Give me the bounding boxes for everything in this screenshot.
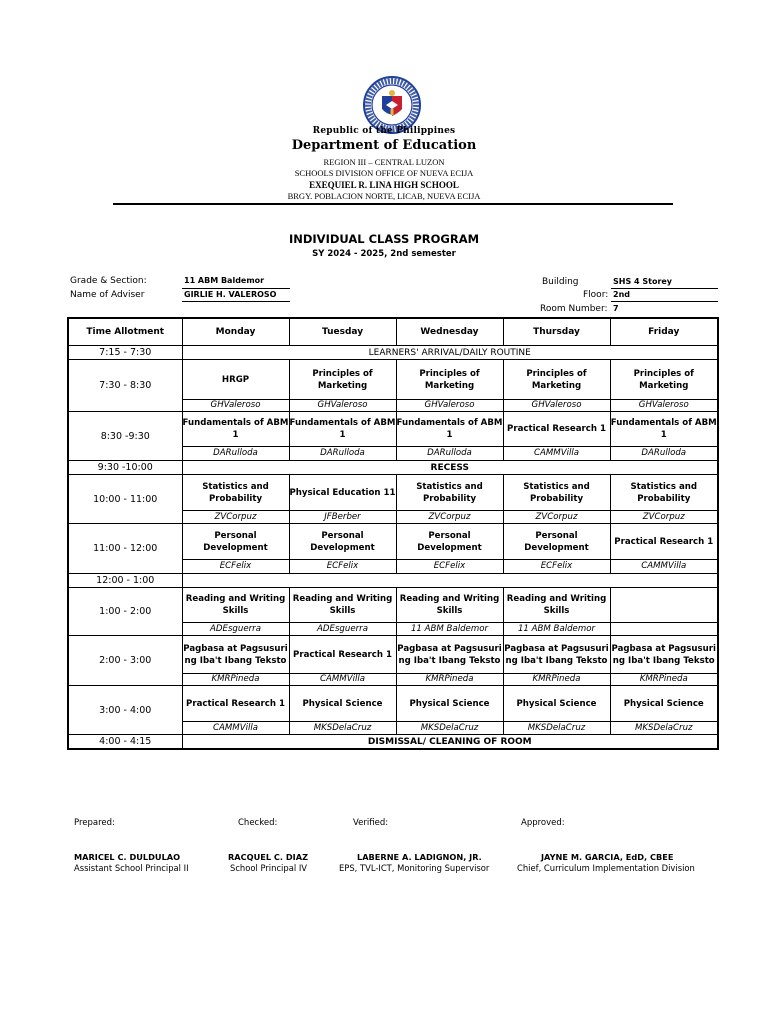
time-cell: 12:00 - 1:00 <box>68 574 182 588</box>
teacher-cell: GHValeroso <box>289 400 396 412</box>
table-row <box>68 588 718 623</box>
teacher-cell: GHValeroso <box>182 400 289 412</box>
checked-by-position: School Principal IV <box>230 863 308 873</box>
republic-line: Republic of the Philippines <box>312 126 456 136</box>
subject-cell: Pagbasa at Pagsusuri ng Iba't Ibang Teksto <box>610 636 718 674</box>
subject-cell: Reading and Writing Skills <box>289 588 396 623</box>
table-row <box>68 686 718 722</box>
building-label: Building <box>542 277 579 287</box>
teacher-cell: KMRPineda <box>396 674 503 686</box>
teacher-cell: KMRPineda <box>610 674 718 686</box>
verified-by-position: EPS, TVL-ICT, Monitoring Supervisor <box>339 863 490 873</box>
verified-by-name: LABERNE A. LADIGNON, JR. <box>357 852 482 862</box>
prepared-by-name: MARICEL C. DULDULAO <box>74 852 181 862</box>
teacher-cell: DARulloda <box>396 447 503 461</box>
subject-cell: Principles of Marketing <box>289 360 396 400</box>
subject-cell: Fundamentals of ABM 1 <box>396 412 503 447</box>
subject-cell: Physical Science <box>503 686 610 722</box>
teacher-cell: CAMMVilla <box>182 722 289 735</box>
teacher-cell: ZVCorpuz <box>182 511 289 524</box>
time-cell: 7:15 - 7:30 <box>68 346 182 360</box>
subject-cell: Statistics and Probability <box>182 475 289 511</box>
subject-cell: Personal Development <box>182 524 289 560</box>
floor-value: 2nd <box>613 290 630 299</box>
teacher-cell: KMRPineda <box>503 674 610 686</box>
room-number-value: 7 <box>613 304 619 313</box>
table-row <box>68 360 718 400</box>
teacher-cell: 11 ABM Baldemor <box>396 623 503 636</box>
teacher-cell: ECFelix <box>396 560 503 574</box>
table-header-row <box>68 318 718 346</box>
subject-cell: Principles of Marketing <box>396 360 503 400</box>
teacher-cell: CAMMVilla <box>503 447 610 461</box>
subject-cell: Pagbasa at Pagsusuri ng Iba't Ibang Teksto <box>182 636 289 674</box>
prepared-by-position: Assistant School Principal II <box>74 863 189 873</box>
header-monday: Monday <box>182 318 289 346</box>
teacher-cell: MKSDelaCruz <box>503 722 610 735</box>
subject-cell: Reading and Writing Skills <box>182 588 289 623</box>
subject-cell: Fundamentals of ABM 1 <box>289 412 396 447</box>
building-value: SHS 4 Storey <box>613 277 673 286</box>
subject-cell: Personal Development <box>289 524 396 560</box>
subject-cell: Pagbasa at Pagsusuri ng Iba't Ibang Teksto <box>503 636 610 674</box>
adviser-underline <box>182 301 290 302</box>
department-name: Department of Education <box>291 138 477 153</box>
table-row <box>68 735 718 750</box>
teacher-cell: ECFelix <box>289 560 396 574</box>
header-wednesday: Wednesday <box>396 318 503 346</box>
teacher-cell: MKSDelaCruz <box>396 722 503 735</box>
header-friday: Friday <box>610 318 718 346</box>
room-number-label: Room Number: <box>540 304 608 314</box>
teacher-cell: MKSDelaCruz <box>610 722 718 735</box>
teacher-cell: GHValeroso <box>396 400 503 412</box>
subject-cell: Physical Science <box>610 686 718 722</box>
subject-cell: Principles of Marketing <box>503 360 610 400</box>
division-line: SCHOOLS DIVISION OFFICE OF NUEVA ECIJA <box>294 168 474 178</box>
teacher-cell: GHValeroso <box>503 400 610 412</box>
subject-cell: HRGP <box>182 360 289 400</box>
teacher-cell: 11 ABM Baldemor <box>503 623 610 636</box>
region-line: REGION III – CENTRAL LUZON <box>323 157 445 167</box>
dismissal-cell: DISMISSAL/ CLEANING OF ROOM <box>182 735 718 750</box>
school-name: EXEQUIEL R. LINA HIGH SCHOOL <box>309 180 459 190</box>
header-thursday: Thursday <box>503 318 610 346</box>
teacher-cell: DARulloda <box>182 447 289 461</box>
class-schedule-table <box>67 317 719 750</box>
subject-cell: Statistics and Probability <box>396 475 503 511</box>
time-cell: 8:30 -9:30 <box>68 412 182 461</box>
teacher-cell: ZVCorpuz <box>503 511 610 524</box>
teacher-cell: ZVCorpuz <box>610 511 718 524</box>
building-underline <box>611 288 718 289</box>
recess-cell: RECESS <box>182 461 718 475</box>
header-tuesday: Tuesday <box>289 318 396 346</box>
time-cell: 9:30 -10:00 <box>68 461 182 475</box>
table-row <box>68 475 718 511</box>
grade-section-value: 11 ABM Baldemor <box>184 276 265 285</box>
arrival-routine-cell: LEARNERS' ARRIVAL/DAILY ROUTINE <box>182 346 718 360</box>
lunch-cell <box>182 574 718 588</box>
time-cell: 4:00 - 4:15 <box>68 735 182 750</box>
table-row <box>68 574 718 588</box>
subject-cell: Statistics and Probability <box>610 475 718 511</box>
teacher-cell: ADEsguerra <box>289 623 396 636</box>
subject-cell: Fundamentals of ABM 1 <box>182 412 289 447</box>
time-cell: 10:00 - 11:00 <box>68 475 182 524</box>
subject-cell: Pagbasa at Pagsusuri ng Iba't Ibang Teksto <box>396 636 503 674</box>
subject-cell: Physical Science <box>396 686 503 722</box>
checked-label: Checked: <box>238 818 278 828</box>
teacher-cell: CAMMVilla <box>289 674 396 686</box>
teacher-cell: KMRPineda <box>182 674 289 686</box>
subject-cell <box>610 588 718 623</box>
teacher-cell: ADEsguerra <box>182 623 289 636</box>
time-cell: 7:30 - 8:30 <box>68 360 182 412</box>
subject-cell: Practical Research 1 <box>503 412 610 447</box>
school-address: BRGY. POBLACION NORTE, LICAB, NUEVA ECIJA <box>287 191 481 201</box>
floor-label: Floor: <box>583 290 609 300</box>
table-row <box>68 346 718 360</box>
subject-cell: Personal Development <box>503 524 610 560</box>
subject-cell: Personal Development <box>396 524 503 560</box>
grade-section-underline <box>182 288 290 289</box>
table-row <box>68 636 718 674</box>
adviser-label: Name of Adviser <box>70 290 145 300</box>
table-row <box>68 412 718 447</box>
teacher-cell: JFBerber <box>289 511 396 524</box>
teacher-cell: ECFelix <box>182 560 289 574</box>
time-cell: 2:00 - 3:00 <box>68 636 182 686</box>
prepared-label: Prepared: <box>74 818 115 828</box>
teacher-cell: CAMMVilla <box>610 560 718 574</box>
teacher-cell: DARulloda <box>610 447 718 461</box>
approved-label: Approved: <box>521 818 565 828</box>
floor-underline <box>611 301 718 302</box>
page-title: INDIVIDUAL CLASS PROGRAM <box>288 232 480 246</box>
verified-label: Verified: <box>353 818 389 828</box>
teacher-cell: ZVCorpuz <box>396 511 503 524</box>
subject-cell: Practical Research 1 <box>289 636 396 674</box>
checked-by-name: RACQUEL C. DIAZ <box>228 852 309 862</box>
table-row <box>68 461 718 475</box>
subject-cell: Practical Research 1 <box>610 524 718 560</box>
approved-by-position: Chief, Curriculum Implementation Division <box>517 863 695 873</box>
subject-cell: Statistics and Probability <box>503 475 610 511</box>
teacher-cell <box>610 623 718 636</box>
adviser-value: GIRLIE H. VALEROSO <box>184 290 277 299</box>
school-year: SY 2024 - 2025, 2nd semester <box>312 249 456 259</box>
header-time-allotment: Time Allotment <box>68 318 182 346</box>
subject-cell: Physical Science <box>289 686 396 722</box>
subject-cell: Reading and Writing Skills <box>396 588 503 623</box>
subject-cell: Fundamentals of ABM 1 <box>610 412 718 447</box>
subject-cell: Physical Education 11 <box>289 475 396 511</box>
grade-section-label: Grade & Section: <box>70 276 147 286</box>
time-cell: 1:00 - 2:00 <box>68 588 182 636</box>
teacher-cell: GHValeroso <box>610 400 718 412</box>
teacher-cell: ECFelix <box>503 560 610 574</box>
subject-cell: Practical Research 1 <box>182 686 289 722</box>
approved-by-name: JAYNE M. GARCIA, EdD, CBEE <box>541 852 674 862</box>
teacher-cell: DARulloda <box>289 447 396 461</box>
time-cell: 11:00 - 12:00 <box>68 524 182 574</box>
time-cell: 3:00 - 4:00 <box>68 686 182 735</box>
header-divider <box>113 203 673 205</box>
subject-cell: Reading and Writing Skills <box>503 588 610 623</box>
subject-cell: Principles of Marketing <box>610 360 718 400</box>
table-row <box>68 524 718 560</box>
teacher-cell: MKSDelaCruz <box>289 722 396 735</box>
